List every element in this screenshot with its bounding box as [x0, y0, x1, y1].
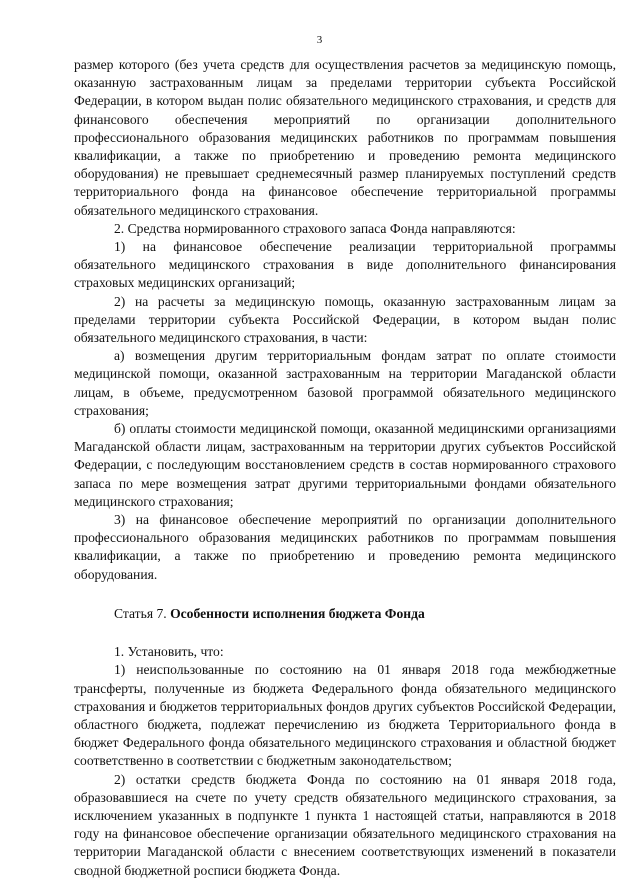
paragraph-item-2: 2. Средства нормированного страхового запаса Фонда направляются: [114, 220, 516, 236]
paragraph-subitem-b: б) оплаты стоимости медицинской помощи, оказанной медицинскими организациями Магаданской области лицам, застрахованным на территории других субъектов Российской Федерации, с последующим восстановлением средств в состав нормированного страхового запаса по мере возмещения затрат другими территориальными фондами обязательного медицинского страхования; [74, 421, 616, 509]
article-title: Особенности исполнения бюджета Фонда [170, 605, 425, 621]
document-body [74, 56, 616, 880]
paragraph-subitem-1: 1) на финансовое обеспечение реализации территориальной программы обязательного медицинского страхования в виде дополнительного финансирования страховых медицинских организаций; [74, 239, 616, 291]
paragraph-clause-1: 1) неиспользованные по состоянию на 01 января 2018 года межбюджетные трансферты, полученные из бюджета Федерального фонда обязательного медицинского страхования и бюджетов территориальных фондов других субъектов Российской Федерации, областного бюджета, подлежат перечислению из бюджета Территориального фонда в бюджет Федерального фонда обязательного медицинского страхования и областной бюджет соответственно в соответствии с бюджетным законодательством; [74, 662, 616, 769]
paragraph-establish: 1. Установить, что: [114, 644, 224, 660]
paragraph-subitem-2: 2) на расчеты за медицинскую помощь, оказанную застрахованным лицам за пределами территории субъекта Российской Федерации, в котором выдан полис обязательного медицинского страхования, в части: [74, 293, 616, 346]
page-number: 3 [316, 34, 323, 46]
article-heading [74, 605, 616, 623]
paragraph-subitem-a: а) возмещения другим территориальным фондам затрат по оплате стоимости медицинской помощи, оказанной застрахованным на территории Магаданской области лицам, в объеме, предусмотренном базовой программой обязательного медицинского страхования; [74, 348, 616, 418]
paragraph-clause-2: 2) остатки средств бюджета Фонда по состоянию на 01 января 2018 года, образовавшиеся на счете по учету средств обязательного медицинского страхования, за исключением указанных в подпункте 1 пункта 1 настоящей статьи, направляются в 2018 году на финансовое обеспечение организации обязательного медицинского страхования на территории Магаданской области с внесением соответствующих изменений в показатели сводной бюджетной росписи бюджета Фонда. [74, 771, 616, 878]
article-prefix: Статья 7. [114, 605, 171, 621]
paragraph-subitem-3: 3) на финансовое обеспечение мероприятий по организации дополнительного профессионального образования медицинских работников по программам повышения квалификации, а также по приобретению и проведению ремонта медицинского оборудования. [74, 512, 616, 582]
paragraph-continuation: размер которого (без учета средств для осуществления расчетов за медицинскую помощь, оказанную застрахованным лицам за пределами территории субъекта Российской Федерации, в котором выдан полис обязательного медицинского страхования, и средств для финансового обеспечения мероприятий по организации дополнительного профессионального образования медицинских работников по программам повышения квалификации, а также по приобретению и проведению ремонта медицинского оборудования) не превышает среднемесячный размер планируемых поступлений средств территориального фонда на финансовое обеспечение территориальной программы обязательного медицинского страхования. [74, 57, 616, 218]
